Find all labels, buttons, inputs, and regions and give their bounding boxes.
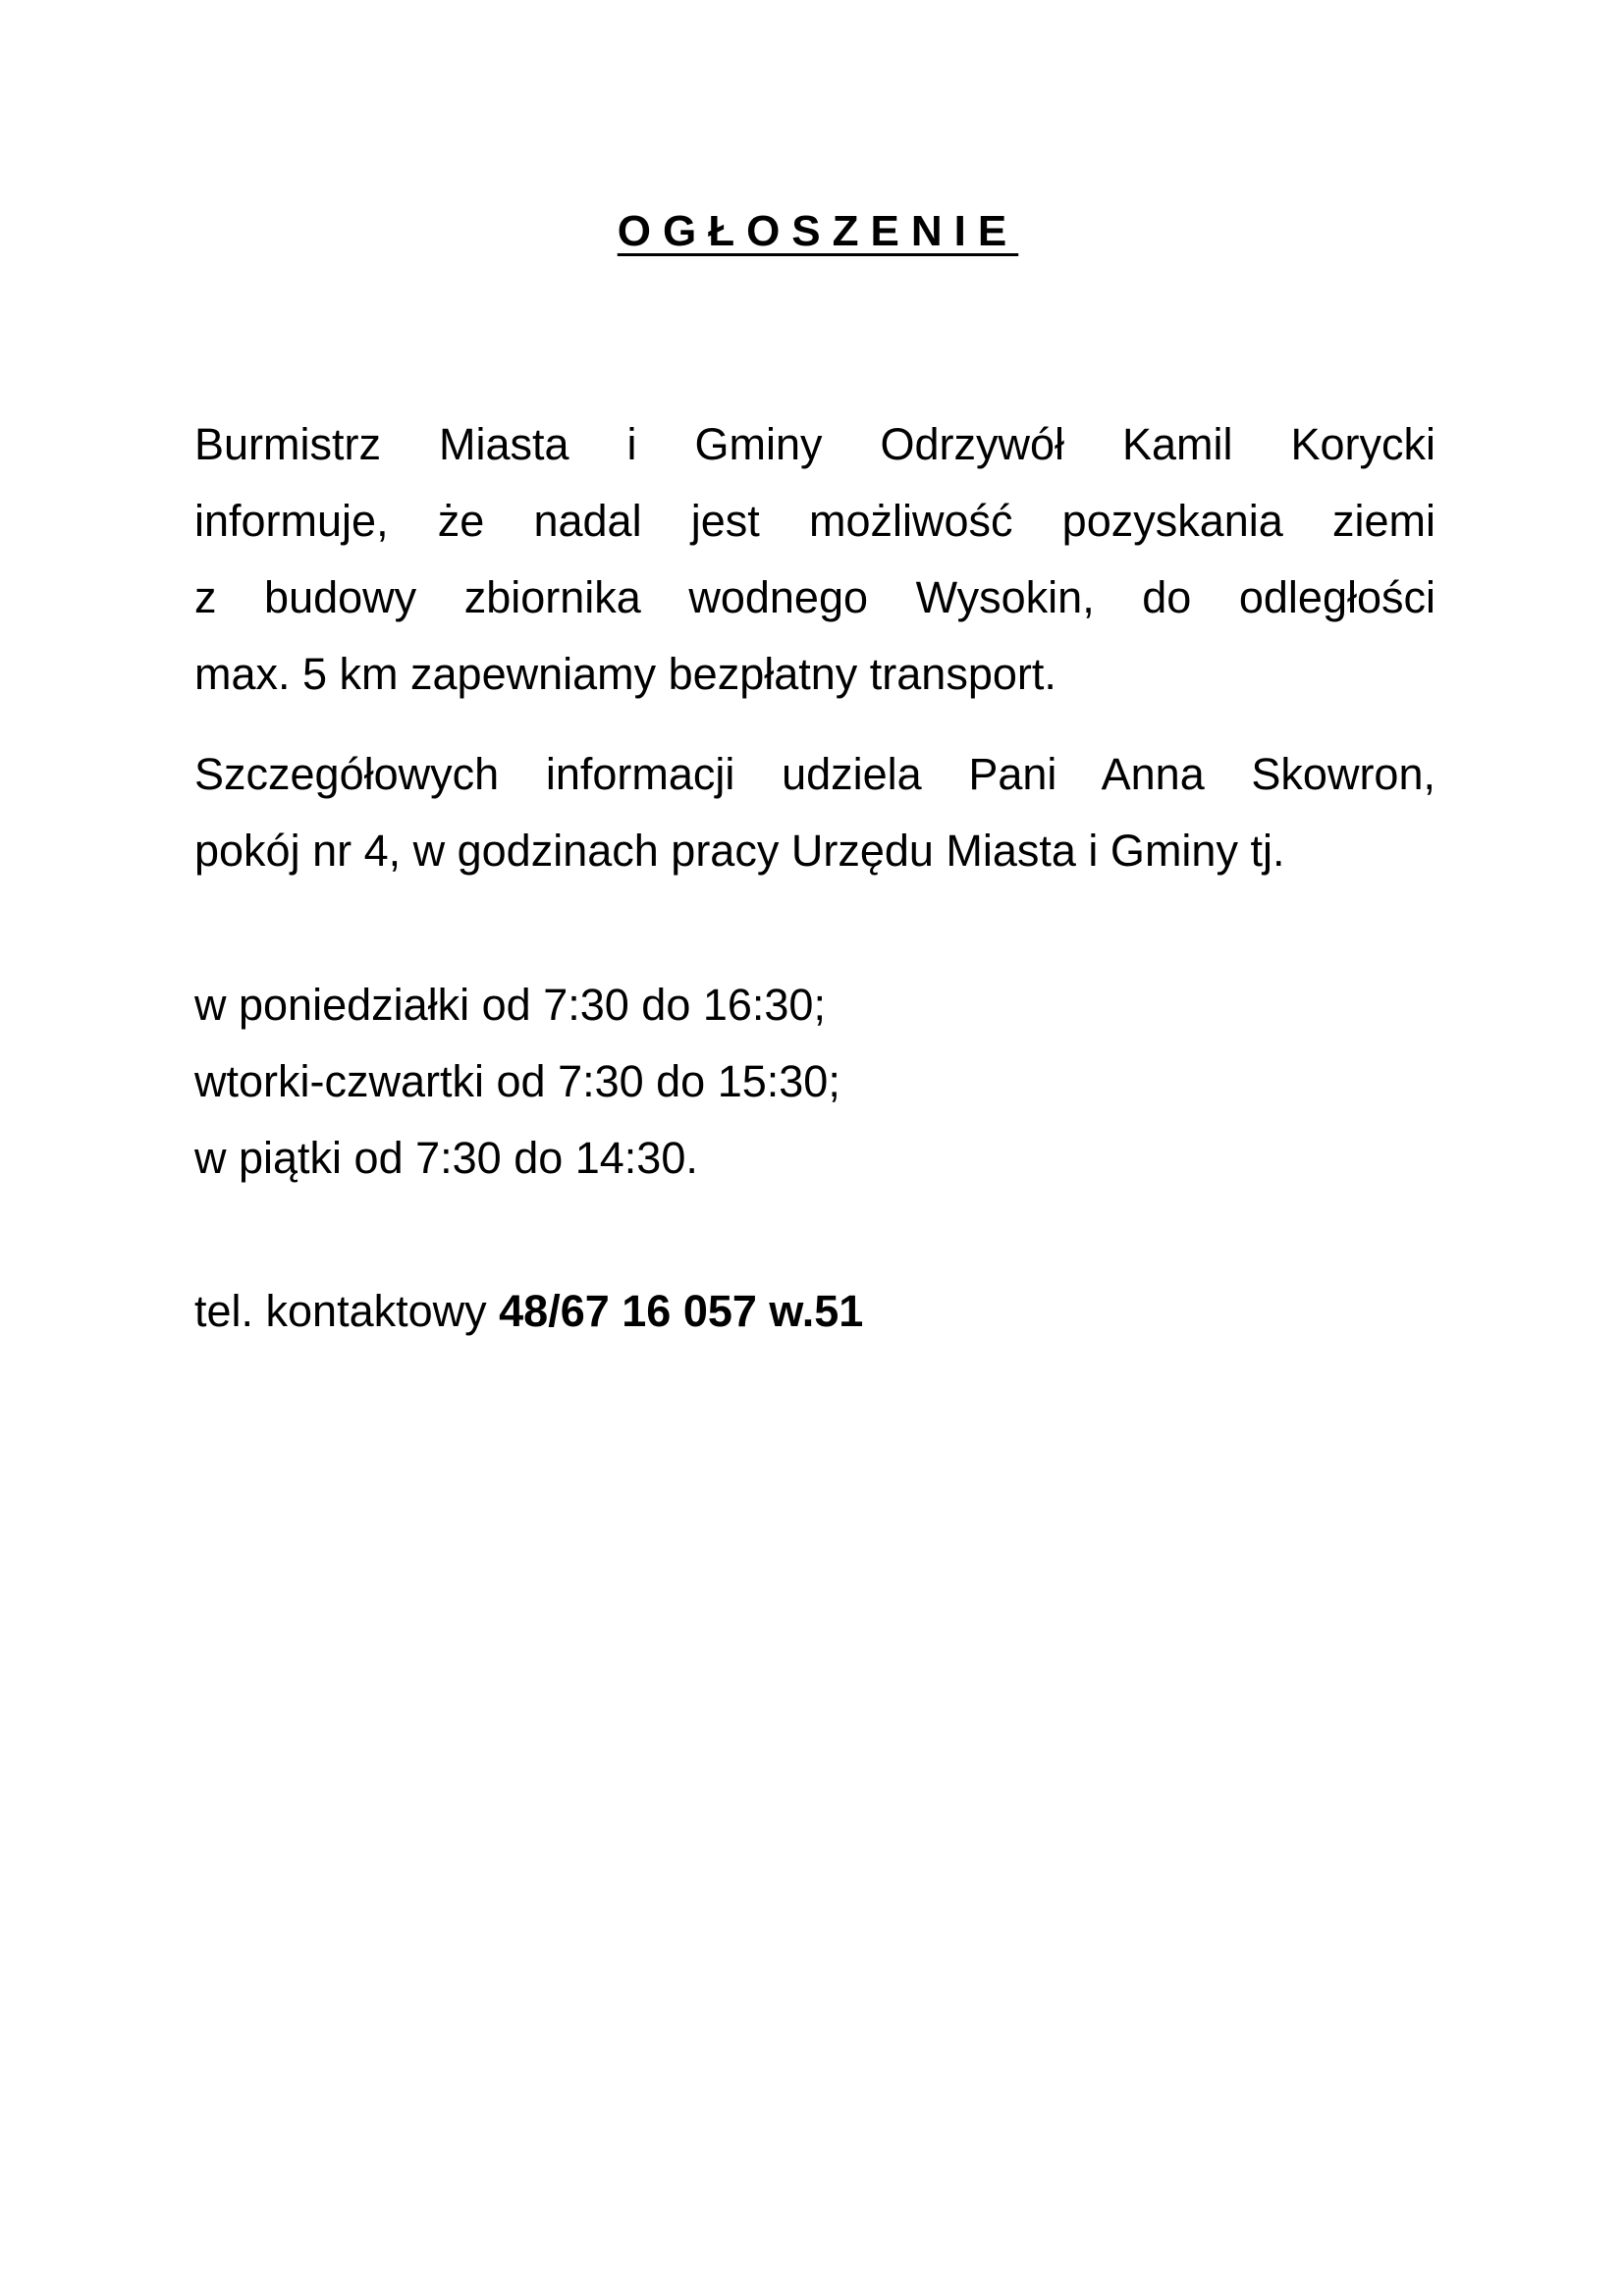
hours-monday: w poniedziałki od 7:30 do 16:30; [194, 980, 826, 1030]
hours-friday: w piątki od 7:30 do 14:30. [194, 1133, 698, 1183]
contact-line [194, 1273, 1435, 1350]
intro-line-4: max. 5 km zapewniamy bezpłatny transport. [194, 649, 1056, 699]
intro-line-2: informuje, że nadal jest możliwość pozyskania ziemi [194, 496, 1435, 546]
contact-label: tel. kontaktowy [194, 1286, 500, 1336]
details-line-1: Szczegółowych informacji udziela Pani Anna Skowron, [194, 749, 1435, 799]
intro-line-1: Burmistrz Miasta i Gminy Odrzywół Kamil Korycki [194, 419, 1435, 469]
office-hours [194, 967, 1435, 1197]
intro-line-3: z budowy zbiornika wodnego Wysokin, do odległości [194, 572, 1435, 622]
intro-paragraph [194, 406, 1435, 713]
title-text: OGŁOSZENIE [617, 207, 1019, 255]
hours-tue-thu: wtorki-czwartki od 7:30 do 15:30; [194, 1056, 840, 1106]
details-paragraph [194, 736, 1435, 889]
contact-phone: 48/67 16 057 w.51 [499, 1286, 864, 1336]
page-title [0, 204, 1624, 259]
details-line-2: pokój nr 4, w godzinach pracy Urzędu Miasta i Gminy tj. [194, 826, 1285, 876]
